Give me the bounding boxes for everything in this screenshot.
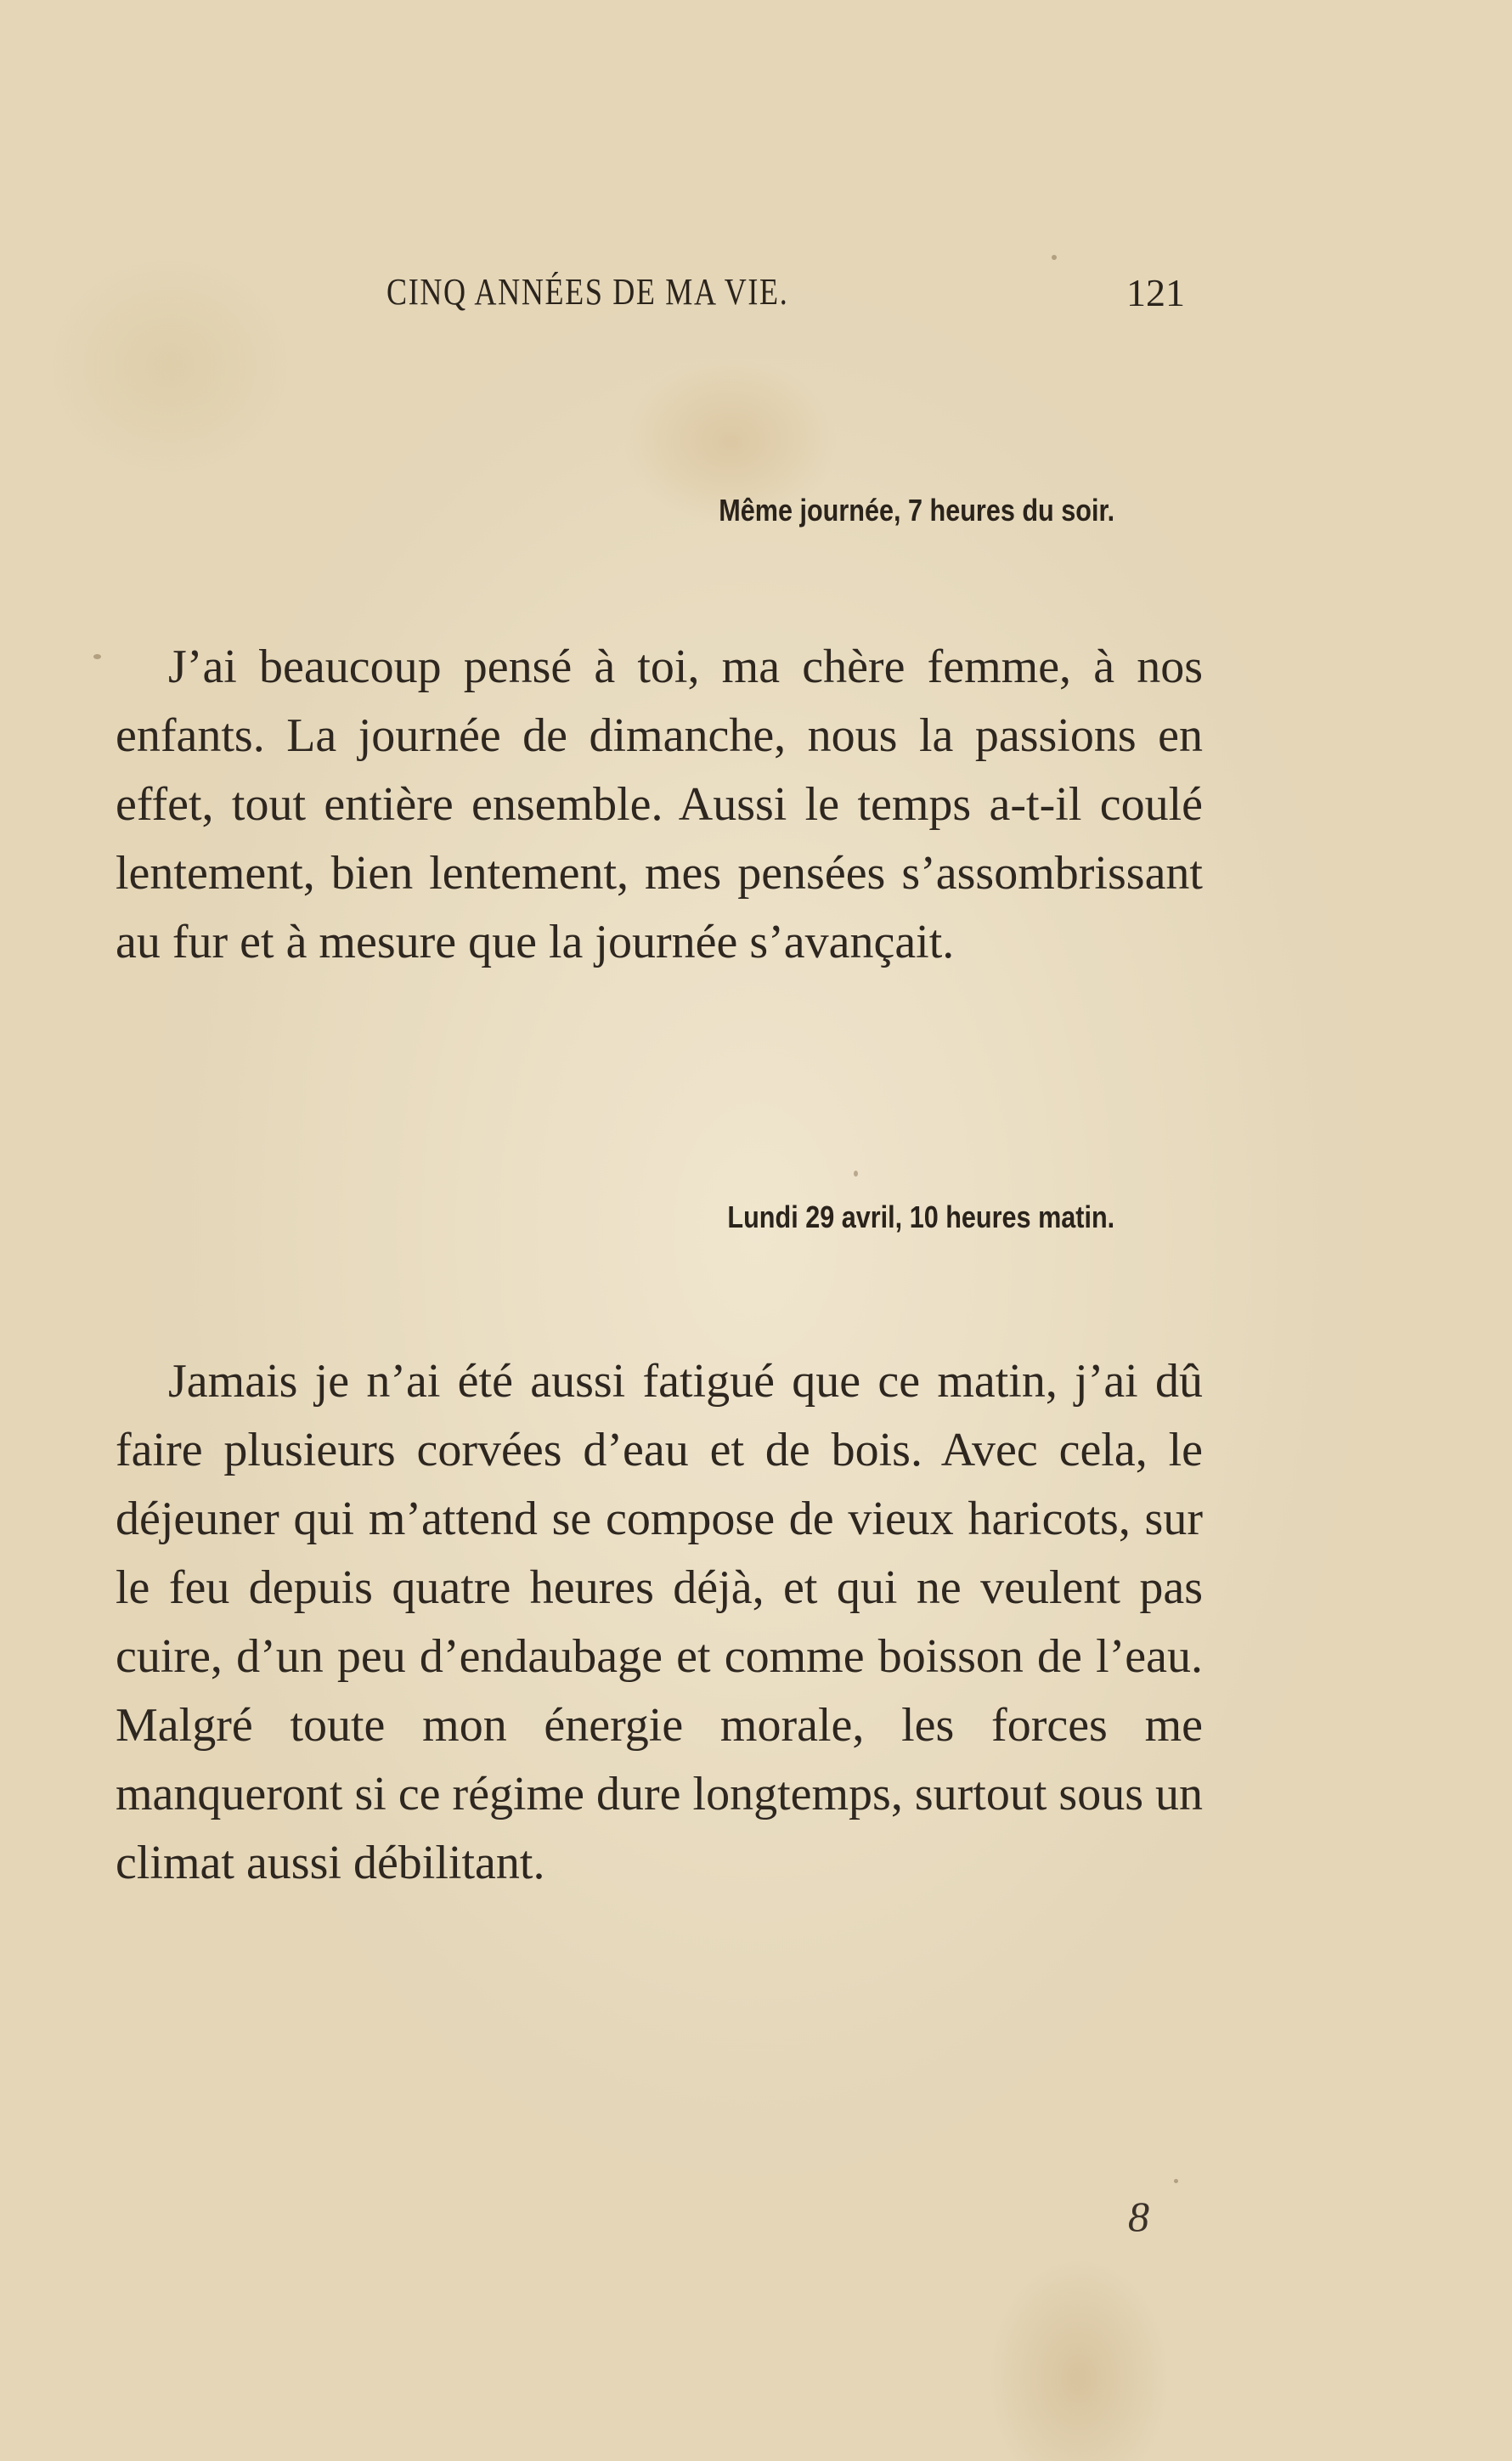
paper-speck (93, 654, 101, 659)
paper-speck (854, 1171, 858, 1177)
dateline-evening: Même journée, 7 heures du soir. (719, 493, 1114, 528)
paper-speck (1052, 255, 1057, 260)
paper-speck (1174, 2179, 1178, 2183)
page-number: 121 (1126, 271, 1185, 314)
paragraph-monday: Jamais je n’ai été aussi fatigué que ce matin, j’ai dû faire plusieurs corvées d’eau et de bois. Avec cela, le déjeuner qui m’attend se compose de vieux haricots, sur le feu depuis quatre heures déjà, et qui ne veulent pas cuire, d’un peu d’endaubage et comme boisson de l’eau. Malgré toute mon énergie morale, les forces me manqueront si ce régime dure longtemps, surtout sous un climat aussi débilitant. (116, 1355, 1203, 1889)
dateline-monday: Lundi 29 avril, 10 heures matin. (727, 1199, 1114, 1234)
paragraph-evening: J’ai beaucoup pensé à toi, ma chère femme, à nos enfants. La journée de dimanche, nous la passions en effet, tout entière ensemble. Aussi le temps a-t-il coulé lentement, bien lentement, mes pensées s’assombrissant au fur et à mesure que la journée s’avançait. (116, 641, 1203, 968)
running-head (386, 270, 1287, 318)
signature-mark: 8 (1128, 2193, 1149, 2240)
running-title: CINQ ANNÉES DE MA VIE. (386, 271, 789, 313)
